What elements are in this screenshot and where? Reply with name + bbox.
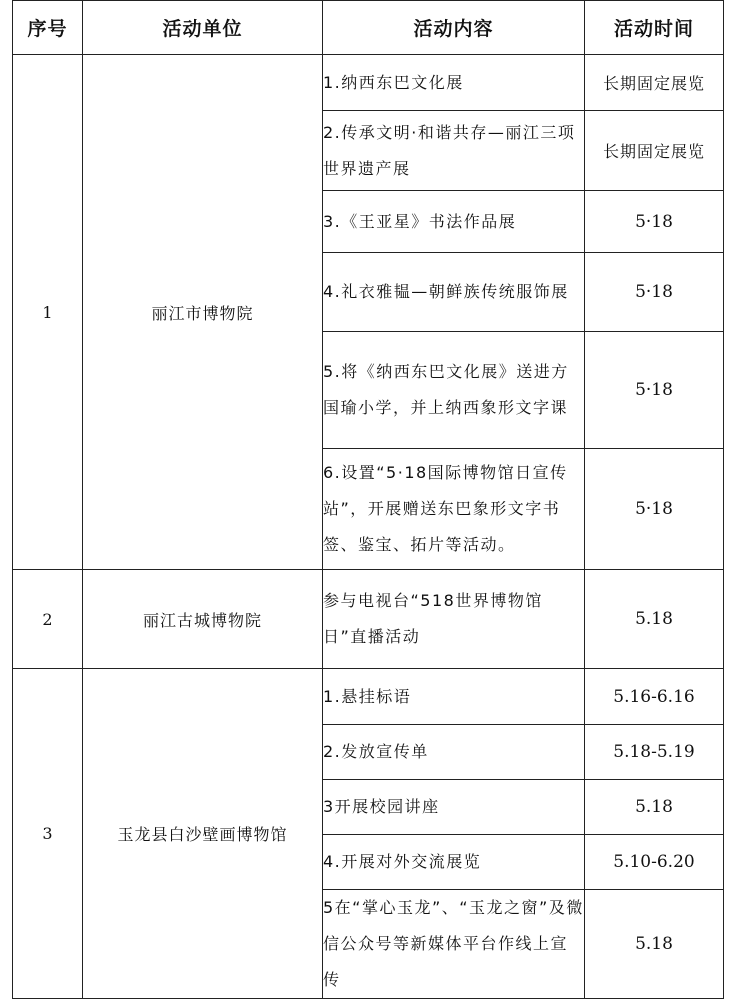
content-cell: 3.《王亚星》书法作品展 bbox=[323, 191, 585, 253]
unit-cell: 丽江古城博物院 bbox=[83, 570, 323, 669]
time-cell: 5·18 bbox=[585, 253, 724, 332]
time-cell: 5·18 bbox=[585, 191, 724, 253]
time-cell: 5.16-6.16 bbox=[585, 669, 724, 725]
header-seq: 序号 bbox=[13, 1, 83, 55]
time-cell: 长期固定展览 bbox=[585, 55, 724, 111]
content-cell: 参与电视台“518世界博物馆日”直播活动 bbox=[323, 570, 585, 669]
time-cell: 长期固定展览 bbox=[585, 111, 724, 191]
time-cell: 5·18 bbox=[585, 332, 724, 449]
time-cell: 5.18 bbox=[585, 780, 724, 835]
time-cell: 5.18-5.19 bbox=[585, 725, 724, 780]
content-cell: 4.礼衣雅韫—朝鲜族传统服饰展 bbox=[323, 253, 585, 332]
content-cell: 5.将《纳西东巴文化展》送进方国瑜小学，并上纳西象形文字课 bbox=[323, 332, 585, 449]
activity-table bbox=[12, 0, 724, 999]
time-cell: 5·18 bbox=[585, 449, 724, 570]
unit-cell: 玉龙县白沙壁画博物馆 bbox=[83, 669, 323, 999]
table-row bbox=[13, 55, 724, 111]
seq-cell: 3 bbox=[13, 669, 83, 999]
content-cell: 6.设置“5·18国际博物馆日宣传站”，开展赠送东巴象形文字书签、鉴宝、拓片等活动。 bbox=[323, 449, 585, 570]
unit-cell: 丽江市博物院 bbox=[83, 55, 323, 570]
content-cell: 4.开展对外交流展览 bbox=[323, 835, 585, 890]
header-time: 活动时间 bbox=[585, 1, 724, 55]
seq-cell: 1 bbox=[13, 55, 83, 570]
content-cell: 5在“掌心玉龙”、“玉龙之窗”及微信公众号等新媒体平台作线上宣传 bbox=[323, 890, 585, 999]
content-cell: 2.发放宣传单 bbox=[323, 725, 585, 780]
time-cell: 5.18 bbox=[585, 570, 724, 669]
table-row bbox=[13, 570, 724, 669]
content-cell: 2.传承文明·和谐共存—丽江三项世界遗产展 bbox=[323, 111, 585, 191]
content-cell: 1.纳西东巴文化展 bbox=[323, 55, 585, 111]
seq-cell: 2 bbox=[13, 570, 83, 669]
header-content: 活动内容 bbox=[323, 1, 585, 55]
table-row bbox=[13, 669, 724, 725]
header-unit: 活动单位 bbox=[83, 1, 323, 55]
time-cell: 5.10-6.20 bbox=[585, 835, 724, 890]
content-cell: 3开展校园讲座 bbox=[323, 780, 585, 835]
time-cell: 5.18 bbox=[585, 890, 724, 999]
header-row bbox=[13, 1, 724, 55]
content-cell: 1.悬挂标语 bbox=[323, 669, 585, 725]
